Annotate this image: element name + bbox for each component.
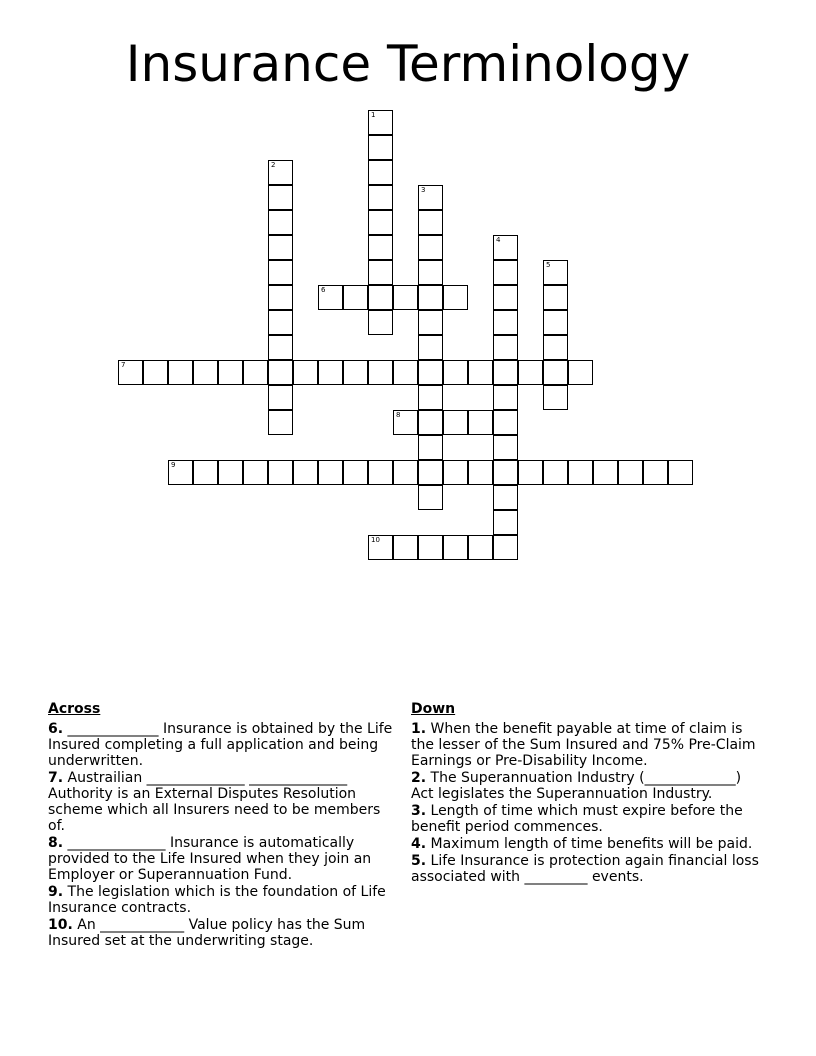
grid-cell[interactable] — [643, 460, 668, 485]
grid-cell[interactable] — [543, 285, 568, 310]
grid-cell[interactable] — [318, 460, 343, 485]
grid-cell[interactable] — [318, 360, 343, 385]
down-clue-3 — [411, 803, 761, 835]
grid-cell[interactable] — [468, 360, 493, 385]
across-clue-10 — [48, 917, 394, 949]
grid-cell[interactable] — [568, 460, 593, 485]
clue-number-label: 9 — [171, 461, 176, 469]
across-clue-6 — [48, 721, 394, 769]
grid-cell[interactable] — [268, 260, 293, 285]
across-clue-8 — [48, 835, 394, 883]
grid-cell[interactable] — [268, 385, 293, 410]
grid-cell[interactable] — [493, 410, 518, 435]
grid-cell[interactable] — [143, 360, 168, 385]
grid-cell[interactable] — [268, 335, 293, 360]
clue-number-label: 3 — [421, 186, 426, 194]
grid-cell[interactable] — [468, 535, 493, 560]
grid-cell[interactable] — [268, 360, 293, 385]
grid-cell[interactable] — [393, 285, 418, 310]
grid-cell[interactable] — [268, 285, 293, 310]
page-title: Insurance Terminology — [125, 35, 691, 93]
clue-text: Length of time which must expire before the benefit period commences. — [411, 803, 743, 835]
grid-cell[interactable] — [418, 360, 443, 385]
clue-number-label: 5 — [546, 261, 551, 269]
down-clue-5 — [411, 853, 761, 885]
grid-cell[interactable] — [393, 460, 418, 485]
grid-cell[interactable] — [443, 285, 468, 310]
clue-text: Austrailian ______________ ______________ Authority is an External Disputes Resolution scheme which all Insurers need to be members of. — [48, 770, 381, 834]
grid-cell[interactable] — [493, 360, 518, 385]
grid-cell[interactable] — [293, 460, 318, 485]
grid-cell[interactable] — [668, 460, 693, 485]
grid-cell[interactable] — [493, 235, 518, 260]
grid-cell[interactable] — [618, 460, 643, 485]
grid-cell[interactable] — [493, 435, 518, 460]
clue-number-label: 7 — [121, 361, 126, 369]
clue-number-label: 6 — [321, 286, 326, 294]
across-clues — [48, 701, 394, 950]
grid-cell[interactable] — [418, 335, 443, 360]
grid-cell[interactable] — [268, 185, 293, 210]
clue-number-label: 10 — [371, 536, 380, 544]
grid-cell[interactable] — [368, 110, 393, 135]
clue-number: 2. — [411, 770, 427, 786]
grid-cell[interactable] — [268, 460, 293, 485]
grid-cell[interactable] — [393, 535, 418, 560]
grid-cell[interactable] — [343, 285, 368, 310]
grid-cell[interactable] — [193, 460, 218, 485]
grid-cell[interactable] — [468, 410, 493, 435]
grid-cell[interactable] — [543, 360, 568, 385]
clue-number: 9. — [48, 884, 64, 900]
grid-cell[interactable] — [368, 135, 393, 160]
down-heading: Down — [411, 701, 456, 717]
grid-cell[interactable] — [368, 460, 393, 485]
grid-cell[interactable] — [493, 285, 518, 310]
grid-cell[interactable] — [543, 385, 568, 410]
clue-number: 8. — [48, 835, 64, 851]
grid-cell[interactable] — [418, 185, 443, 210]
clue-number-label: 1 — [371, 111, 376, 119]
clue-text: Maximum length of time benefits will be paid. — [430, 836, 753, 852]
grid-cell[interactable] — [443, 535, 468, 560]
grid-cell[interactable] — [593, 460, 618, 485]
grid-cell[interactable] — [343, 360, 368, 385]
grid-cell[interactable] — [368, 285, 393, 310]
grid-cell[interactable] — [118, 360, 143, 385]
clue-text: The legislation which is the foundation of Life Insurance contracts. — [48, 884, 386, 916]
grid-cell[interactable] — [418, 460, 443, 485]
down-clue-4 — [411, 836, 761, 852]
grid-cell[interactable] — [368, 185, 393, 210]
clue-number-label: 2 — [271, 161, 276, 169]
grid-cell[interactable] — [418, 435, 443, 460]
grid-cell[interactable] — [443, 460, 468, 485]
clue-number: 5. — [411, 853, 427, 869]
grid-cell[interactable] — [493, 335, 518, 360]
grid-cell[interactable] — [343, 460, 368, 485]
grid-cell[interactable] — [368, 310, 393, 335]
grid-cell[interactable] — [493, 485, 518, 510]
grid-cell[interactable] — [543, 310, 568, 335]
grid-cell[interactable] — [268, 310, 293, 335]
grid-cell[interactable] — [418, 410, 443, 435]
grid-cell[interactable] — [368, 210, 393, 235]
grid-cell[interactable] — [243, 360, 268, 385]
grid-cell[interactable] — [418, 210, 443, 235]
grid-cell[interactable] — [193, 360, 218, 385]
grid-cell[interactable] — [468, 460, 493, 485]
grid-cell[interactable] — [418, 485, 443, 510]
grid-cell[interactable] — [268, 235, 293, 260]
clue-text: Life Insurance is protection again financial loss associated with _________ events. — [411, 853, 759, 885]
grid-cell[interactable] — [218, 460, 243, 485]
grid-cell[interactable] — [393, 360, 418, 385]
grid-cell[interactable] — [293, 360, 318, 385]
down-clue-1 — [411, 721, 761, 769]
grid-cell[interactable] — [218, 360, 243, 385]
clue-number-label: 4 — [496, 236, 501, 244]
grid-cell[interactable] — [518, 360, 543, 385]
grid-cell[interactable] — [418, 535, 443, 560]
grid-cell[interactable] — [518, 460, 543, 485]
grid-cell[interactable] — [493, 510, 518, 535]
grid-cell[interactable] — [543, 260, 568, 285]
grid-cell[interactable] — [368, 360, 393, 385]
clue-number: 4. — [411, 836, 427, 852]
clue-number: 10. — [48, 917, 73, 933]
clue-number: 1. — [411, 721, 427, 737]
grid-cell[interactable] — [368, 235, 393, 260]
grid-cell[interactable] — [168, 460, 193, 485]
grid-cell[interactable] — [268, 410, 293, 435]
grid-cell[interactable] — [368, 160, 393, 185]
down-clues — [411, 701, 761, 886]
across-clue-7 — [48, 770, 394, 834]
grid-cell[interactable] — [243, 460, 268, 485]
clue-number: 7. — [48, 770, 64, 786]
clue-number: 6. — [48, 721, 64, 737]
grid-cell[interactable] — [493, 385, 518, 410]
grid-cell[interactable] — [418, 285, 443, 310]
clue-text: An ____________ Value policy has the Sum Insured set at the underwriting stage. — [48, 917, 366, 949]
grid-cell[interactable] — [268, 160, 293, 185]
grid-cell[interactable] — [568, 360, 593, 385]
grid-cell[interactable] — [443, 410, 468, 435]
grid-cell[interactable] — [318, 285, 343, 310]
grid-cell[interactable] — [543, 335, 568, 360]
grid-cell[interactable] — [368, 535, 393, 560]
grid-cell[interactable] — [368, 260, 393, 285]
grid-cell[interactable] — [418, 260, 443, 285]
across-heading: Across — [48, 701, 101, 717]
grid-cell[interactable] — [543, 460, 568, 485]
grid-cell[interactable] — [493, 260, 518, 285]
down-clue-2 — [411, 770, 761, 802]
grid-cell[interactable] — [493, 310, 518, 335]
clue-text: _____________ Insurance is obtained by the Life Insured completing a full application and being underwritten. — [48, 721, 393, 769]
grid-cell[interactable] — [418, 385, 443, 410]
grid-cell[interactable] — [418, 235, 443, 260]
grid-cell[interactable] — [443, 360, 468, 385]
grid-cell[interactable] — [493, 460, 518, 485]
grid-cell[interactable] — [418, 310, 443, 335]
grid-cell[interactable] — [393, 410, 418, 435]
clue-text: The Superannuation Industry (_____________) Act legislates the Superannuation Industry. — [411, 770, 742, 802]
grid-cell[interactable] — [493, 535, 518, 560]
across-clue-9 — [48, 884, 394, 916]
clue-number: 3. — [411, 803, 427, 819]
clue-text: ______________ Insurance is automatically provided to the Life Insured when they join an Employer or Superannuation Fund. — [48, 835, 372, 883]
clue-number-label: 8 — [396, 411, 401, 419]
grid-cell[interactable] — [268, 210, 293, 235]
clue-text: When the benefit payable at time of claim is the lesser of the Sum Insured and 75% Pre-Claim Earnings or Pre-Disability Income. — [411, 721, 756, 769]
grid-cell[interactable] — [168, 360, 193, 385]
